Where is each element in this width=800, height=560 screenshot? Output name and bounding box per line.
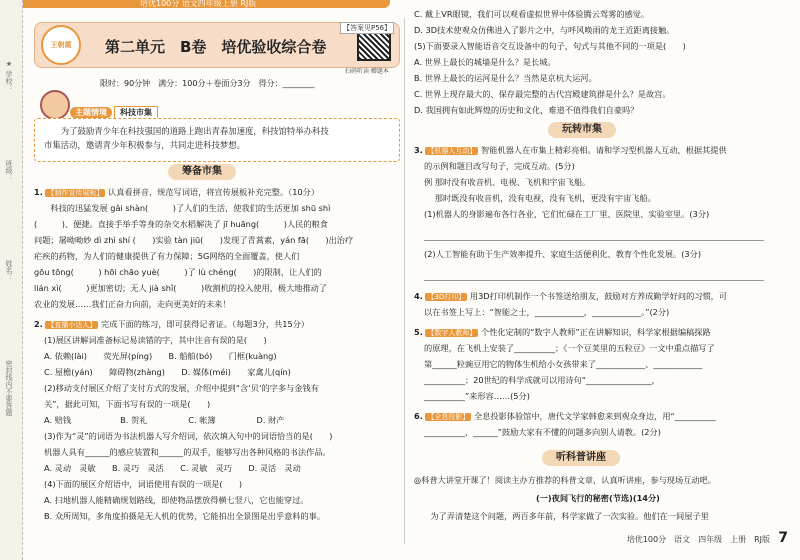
intro-text <box>44 124 392 152</box>
q6-stem <box>414 410 716 423</box>
top-banner <box>10 0 390 8</box>
q2-line: B. 众所周知，多角度拍摄是无人机的优势，它能拍出全景图是出乎意料的事。 <box>44 511 326 521</box>
q5-stem <box>414 326 711 339</box>
q1-line: 疟疾的药物，为人们的健康提供了有力保障；5G网络的全面覆盖，使人们 <box>34 251 300 261</box>
q2-line: 机器人具有______的感应装置和______的双手，能够写出各种风格的书法作品。 <box>44 447 331 457</box>
q1-tag: 【制作宣传展板】 <box>47 189 104 197</box>
top-banner-text: 培优100分 语文四年级上册 RJ版 <box>140 0 257 8</box>
theme-tag: 主题情境 <box>70 107 112 118</box>
q2-line: (4)下面的展区介绍语中，词语使用有误的一项是( ) <box>44 479 243 489</box>
q5-line: 第______粒豌豆用它的物体生机给小女孩带来了____________、____________ <box>424 359 703 369</box>
footer-text: 培优100分 语文 四年级 上册 RJ版 <box>626 535 770 544</box>
q1-stem-text: 认真看拼音，规范写词语，将宣传展板补充完整。（10分） <box>108 187 320 197</box>
q1-line: 农业的发展……我们正奋力向前，走向更美好的未来！ <box>34 299 231 309</box>
q1-stem <box>34 186 319 199</box>
exam-meta: 限时：90分钟 满分：100分＋卷面分3分 得分：________ <box>100 79 315 88</box>
brand-logo: 王朝霞 <box>41 25 81 65</box>
q1-line: 科技的迅猛发展 gǎi shàn( )了人们的生活，使我们的生活更加 shū shì <box>34 203 331 213</box>
q4-number: 4. <box>414 291 423 301</box>
section-market: 玩转市集 <box>548 122 616 138</box>
theme-value: 科技市集 <box>114 106 158 119</box>
q2-cont-line: (5)下面要录入智能语音交互设备中的句子，句式与其他不同的一项是( ) <box>414 41 686 51</box>
q2-line: (1)展区讲解词准备标记易读错的字，其中注音有误的是( ) <box>44 335 267 345</box>
q4-stem-text: 用3D打印机制作一个书签送给朋友，鼓励对方养成勤学好问的习惯，可 <box>469 291 728 301</box>
q2-line: A. 赔钱 B. 贺礼 C. 帐簿 D. 财产 <box>44 415 285 425</box>
mascot-icon <box>40 90 70 120</box>
q2-number: 2. <box>34 319 43 329</box>
answer-line[interactable] <box>424 280 764 281</box>
q1-line: gōu tōng( ) hōi chāo yuè( )了 lù chéng( )的限制，让人们的 <box>34 267 322 277</box>
q6-line: __________，______”鼓励大家有不懂的问题多向别人请教。(2分) <box>424 427 661 437</box>
sidebar-seal-note: 密封线内不要答题 <box>5 360 13 416</box>
q2-line: 关”，据此可知，下面书写有误的一项是( ) <box>44 399 211 409</box>
q3-stem <box>414 144 727 157</box>
binding-sidebar <box>0 0 23 560</box>
q5-line: __________”来形容……(5分) <box>424 391 530 401</box>
q5-number: 5. <box>414 327 423 337</box>
q2-line: C. 屋檐(yán) 障碍物(zhàng) D. 媒体(méi) 家禽儿(qín) <box>44 367 291 377</box>
q5-tag: 【数字人教师】 <box>427 329 477 337</box>
q3-line: (1)机器人的身影遍布各行各业，它们忙碌在工厂里、医院里、实验室里。(3分) <box>424 209 710 219</box>
q5-stem-text: 个性化定制的“数字人教师”正在讲解知识，科学家根据编稿探路 <box>481 327 711 337</box>
section-lecture: 听科普讲座 <box>542 450 620 466</box>
q4-line: 以在书签上写上：“智能之士，____________，____________。”(2分) <box>424 307 670 317</box>
q2-cont-line: B. 世界上最长的运河是什么？当然是京杭大运河。 <box>414 73 597 83</box>
answer-reference: 【答案见P56】 <box>340 22 394 34</box>
q2-stem <box>34 318 309 331</box>
q2-line: A. 灵动 灵敏 B. 灵巧 灵活 C. 灵敏 灵巧 D. 灵活 灵动 <box>44 463 301 473</box>
q1-line: 问题；屠呦呦妙 dì zhì shí ( )实验 tàn jiū( )发现了青蒿素，yán fā( )出治疗 <box>34 235 354 245</box>
q2-line: A. 依赖(lài) 荧光屏(píng) B. 船舶(bó) 门框(kuàng) <box>44 351 277 361</box>
sidebar-class: 班级： <box>5 160 13 181</box>
q2-line: (3)作为“灵”的词语为书法机器人写介绍词，依次填入句中的词语恰当的是( ) <box>44 431 333 441</box>
q1-line: lián xì( )更加密切；无人 jià shǐ( )收割机的投入使用，极大地推动了 <box>34 283 328 293</box>
q3-number: 3. <box>414 145 423 155</box>
page-number: 7 <box>778 530 788 546</box>
q5-line: 的原理，在飞机上安装了__________；《一个豆荚里的五粒豆》一文中重点描写了 <box>424 343 715 353</box>
intro-line: 市集活动，邀请青少年积极参与，共同走进科技梦想。 <box>44 140 245 150</box>
qr-label: 扫码听读·赠题本 <box>345 68 389 75</box>
q2-stem-text: 完成下面的练习，即可获得记者证。（每题3分，共15分） <box>101 319 310 329</box>
q4-tag: 【3D打印】 <box>427 293 466 301</box>
q6-stem-text: 全息投影体验馆中，唐代文学家韩愈来到观众身边，用“__________ <box>474 411 716 421</box>
q1-line: ( )、便捷。直接手举手等身的杂交水稻解决了 jī huāng( )人民的粮食 <box>34 219 328 229</box>
q2-line: (2)移动支付展区介绍了支付方式的发展，介绍中提到“含‘贝’的字多与金钱有 <box>44 383 319 393</box>
reading-intro: ◎科普大讲堂开课了！阅读主办方推荐的科普文章，认真听讲座，参与现场互动吧。 <box>414 475 716 485</box>
q4-stem <box>414 290 727 303</box>
q5-line: __________；20世纪的科学成就可以用诗句“________________， <box>424 375 660 385</box>
q3-tag: 【机器人互动】 <box>427 147 477 155</box>
sidebar-name: 姓名： <box>5 260 13 281</box>
q6-tag: 【全息投影】 <box>427 413 470 421</box>
q2-cont-line: D. 3D技术使观众仿佛进入了影片之中，与呼风唤雨的龙王近距离接触。 <box>414 25 675 35</box>
q2-cont-line: C. 戴上VR眼镜，我们可以观看虚拟世界中体验腾云驾雾的感觉。 <box>414 9 650 19</box>
q2-cont-line: A. 世界上最长的城墙是什么？是长城。 <box>414 57 556 67</box>
q2-line: A. 扫地机器人能精确规划路线，即使物品摆放得横七竖八，它也能穿过。 <box>44 495 309 505</box>
reading-title: (一)夜间飞行的秘密(节选)(14分) <box>536 493 660 503</box>
q1-number: 1. <box>34 187 43 197</box>
exam-title: 第二单元 B卷 培优验收综合卷 <box>105 38 327 56</box>
q3-line: 例 那时没有收音机、电视、飞机和宇宙飞船。 <box>424 177 591 187</box>
q2-cont-line: C. 世界上现存最大的、保存最完整的古代宫殿建筑群是什么？是故宫。 <box>414 89 671 99</box>
q6-number: 6. <box>414 411 423 421</box>
answer-line[interactable] <box>424 240 764 241</box>
intro-line: 为了鼓励青少年在科技强国的道路上跑出青春加速度，科技馆特举办科技 <box>44 126 329 136</box>
reading-line: 为了弄清楚这个问题，两百多年前，科学家做了一次实验。他们在一间屋子里 <box>414 511 709 521</box>
q3-line: 那时既没有收音机，没有电视，没有飞机，更没有宇宙飞船。 <box>424 193 656 203</box>
section-prepare: 筹备市集 <box>168 164 236 180</box>
q2-cont-line: D. 我国拥有如此辉煌的历史和文化，难道不值得我们自豪吗？ <box>414 105 639 115</box>
q3-line: (2)人工智能有助于生产效率提升、家庭生活便利化、教育个性化发展。(3分) <box>424 249 702 259</box>
q2-tag: 【直播小达人】 <box>47 321 97 329</box>
sidebar-school: ★ 学校： <box>5 60 13 92</box>
column-divider <box>404 18 405 544</box>
q3-line: 的示例和题目改写句子，完成互动。(5分) <box>424 161 575 171</box>
q3-stem-text: 智能机器人在市集上精彩亮相。请和学习型机器人互动，根据其提供 <box>481 145 727 155</box>
theme-label <box>70 107 158 118</box>
